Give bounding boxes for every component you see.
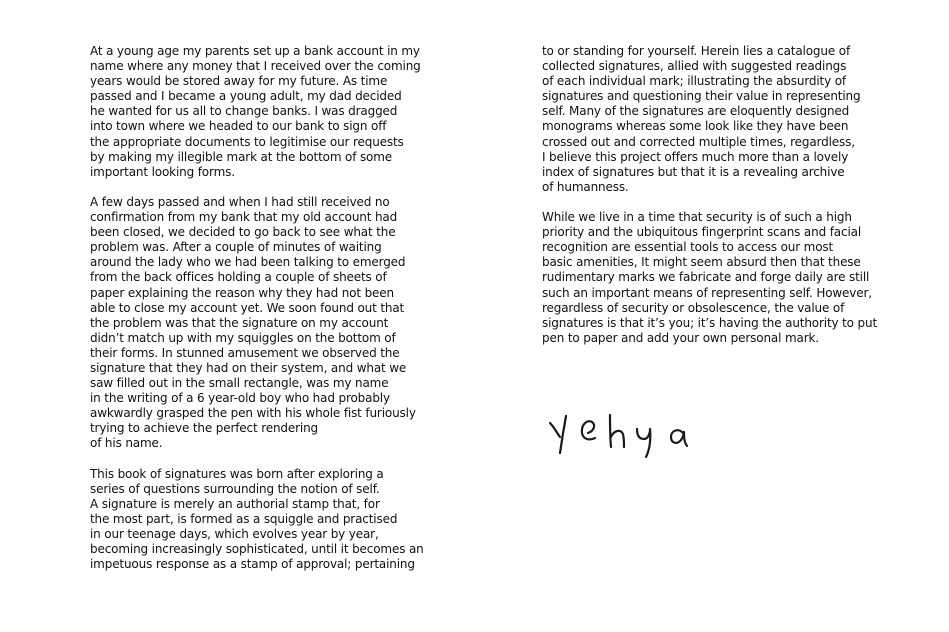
right-text-column [542, 44, 878, 346]
text-line: the most part, is formed as a squiggle and practised [90, 511, 398, 526]
paragraph [90, 44, 420, 180]
handwritten-signature-icon [546, 403, 706, 463]
text-line: in the writing of a 6 year-old boy who had probably [90, 391, 390, 406]
text-line: self. Many of the signatures are eloquently designed [542, 104, 850, 119]
text-line: rudimentary marks we fabricate and forge daily are still [542, 270, 870, 285]
text-line: able to close my account yet. We soon found out that [90, 300, 405, 315]
paragraph [90, 195, 420, 452]
text-line: recognition are essential tools to access our most [542, 240, 834, 255]
text-line: I believe this project offers much more than a lovely [542, 149, 849, 164]
text-line: signature that they had on their system, and what we [90, 360, 407, 375]
paragraph-gap [90, 180, 420, 195]
text-line: passed and I became a young adult, my dad decided [90, 89, 402, 104]
right-page [475, 0, 949, 632]
text-line: from the back offices holding a couple of sheets of [90, 270, 387, 285]
text-line: At a young age my parents set up a bank account in my [90, 44, 420, 58]
text-line: monograms whereas some look like they have been [542, 119, 849, 134]
text-line: confirmation from my bank that my old account had [90, 210, 398, 225]
text-line: around the lady who we had been talking to emerged [90, 255, 406, 270]
paragraph [542, 210, 878, 346]
text-line: regardless of security or obsolescence, the value of [542, 300, 845, 315]
paragraph [90, 466, 424, 573]
text-line: problem was. After a couple of minutes of waiting [90, 240, 382, 255]
text-line: into town where we headed to our bank to sign off [90, 119, 387, 134]
text-line: of his name. [90, 436, 163, 451]
text-line: basic amenities, It might seem absurd then that these [542, 255, 861, 270]
text-line: becoming increasingly sophisticated, until it becomes an [90, 542, 424, 557]
text-line: A few days passed and when I had still received no [90, 194, 390, 209]
text-line: This book of signatures was born after exploring a [90, 466, 384, 481]
text-line: name where any money that I received over the coming [90, 59, 421, 74]
paragraph-gap [542, 195, 872, 210]
left-text-column [90, 44, 424, 572]
text-line: trying to achieve the perfect rendering [90, 421, 319, 436]
text-line: to or standing for yourself. Herein lies a catalogue of [542, 44, 851, 58]
text-line: been closed, we decided to go back to see what the [90, 225, 396, 240]
text-line: signatures and questioning their value in representing [542, 89, 861, 104]
text-line: collected signatures, allied with suggested readings [542, 59, 847, 74]
text-line: A signature is merely an authorial stamp that, for [90, 496, 380, 511]
text-line: of humanness. [542, 179, 629, 194]
text-line: their forms. In stunned amusement we observed the [90, 345, 400, 360]
text-line: by making my illegible mark at the bottom of some [90, 149, 393, 164]
text-line: impetuous response as a stamp of approval; pertaining [90, 557, 415, 572]
text-line: While we live in a time that security is of such a high [542, 210, 852, 225]
text-line: pen to paper and add your own personal mark. [542, 330, 819, 345]
text-line: such an important means of representing self. However, [542, 285, 872, 300]
text-line: the problem was that the signature on my account [90, 315, 389, 330]
text-line: in our teenage days, which evolves year by year, [90, 527, 379, 541]
text-line: he wanted for us all to change banks. I was dragged [90, 104, 398, 119]
paragraph [542, 44, 872, 195]
text-line: important looking forms. [90, 164, 235, 179]
text-line: index of signatures but that it is a revealing archive [542, 164, 845, 179]
left-page [0, 0, 474, 632]
text-line: saw filled out in the small rectangle, was my name [90, 376, 389, 391]
text-line: years would be stored away for my future. As time [90, 74, 388, 89]
text-line: crossed out and corrected multiple times, regardless, [542, 134, 855, 149]
text-line: priority and the ubiquitous fingerprint scans and facial [542, 225, 862, 240]
text-line: paper explaining the reason why they had not been [90, 285, 394, 300]
text-line: of each individual mark; illustrating the absurdity of [542, 74, 846, 89]
paragraph-gap [90, 452, 420, 467]
text-line: series of questions surrounding the notion of self. [90, 481, 380, 496]
text-line: awkwardly grasped the pen with his whole fist furiously [90, 406, 416, 421]
text-line: signatures is that it’s you; it’s having the authority to put [542, 315, 878, 330]
text-line: didn’t match up with my squiggles on the bottom of [90, 330, 396, 345]
text-line: the appropriate documents to legitimise our requests [90, 134, 404, 149]
